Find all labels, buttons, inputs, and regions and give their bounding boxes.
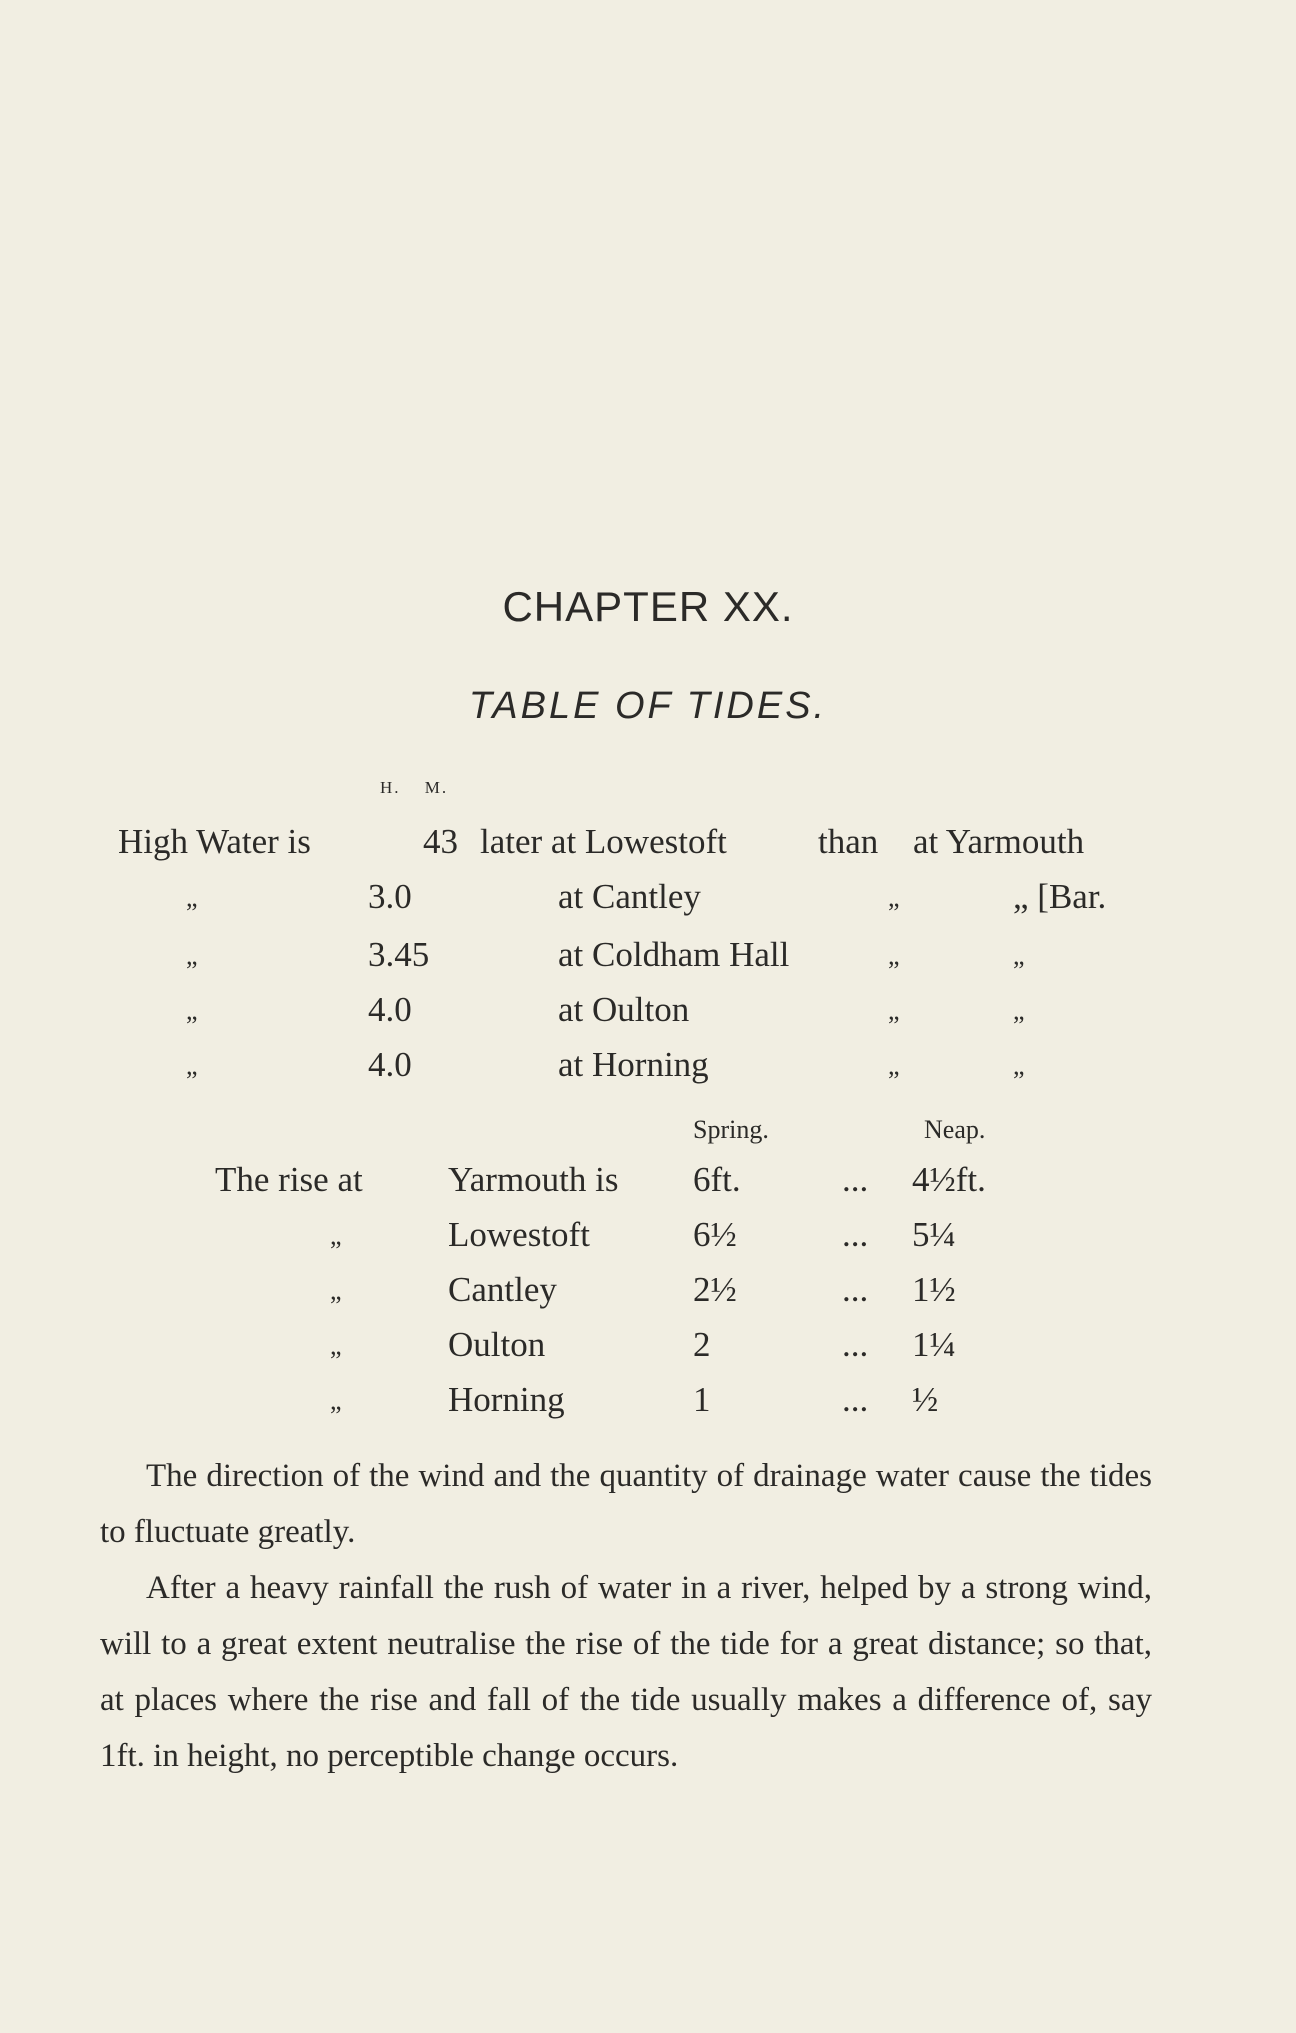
neap-value: 1½ xyxy=(912,1270,956,1309)
tide-time: 3.0 xyxy=(368,877,412,916)
high-water-reference: at Yarmouth xyxy=(913,822,1085,861)
ditto-mark: „ xyxy=(888,883,900,912)
spring-header: Spring. xyxy=(693,1115,769,1144)
neap-value: 4½ft. xyxy=(912,1160,986,1199)
dot-leader: ... xyxy=(842,1215,869,1254)
rise-place: Horning xyxy=(448,1380,565,1419)
ditto-mark: „ xyxy=(1013,996,1025,1025)
tide-time: 4.0 xyxy=(368,1045,412,1084)
rise-place: Oulton xyxy=(448,1325,546,1364)
spring-value: 2 xyxy=(693,1325,711,1364)
dot-leader: ... xyxy=(842,1160,869,1199)
spring-value: 2½ xyxy=(693,1270,737,1309)
ditto-mark: „ xyxy=(330,1386,342,1415)
ditto-mark: „ xyxy=(186,1051,198,1080)
spring-value: 6ft. xyxy=(693,1160,741,1199)
ditto-mark: „ xyxy=(888,941,900,970)
tide-time: 4.0 xyxy=(368,990,412,1029)
spring-value: 1 xyxy=(693,1380,711,1419)
ditto-mark: „ xyxy=(186,883,198,912)
table-title: TABLE OF TIDES. xyxy=(468,685,828,727)
tide-time: 3.45 xyxy=(368,935,430,974)
rise-label: The rise at xyxy=(215,1160,363,1199)
dot-leader: ... xyxy=(842,1380,869,1419)
ditto-mark: „ xyxy=(186,996,198,1025)
hours-unit: H. xyxy=(380,778,401,797)
tide-place: at Oulton xyxy=(558,990,690,1029)
neap-value: 5¼ xyxy=(912,1215,956,1254)
neap-value: ½ xyxy=(912,1380,939,1419)
ditto-mark: „ xyxy=(888,1051,900,1080)
minutes-unit: M. xyxy=(424,778,449,797)
high-water-place: later at Lowestoft xyxy=(480,822,727,861)
time-units-header xyxy=(380,778,466,798)
ditto-mark: „ xyxy=(330,1331,342,1360)
paragraph: After a heavy rainfall the rush of water in a river, helped by a strong wind, will to a great extent neutralise the rise of the tide for a great distance; so that, at places where the rise and fall of the tide usually makes a difference of, say 1ft. in height, no perceptible change occurs. xyxy=(100,1570,1152,1774)
dot-leader: ... xyxy=(842,1325,869,1364)
ditto-mark: „ xyxy=(888,996,900,1025)
ditto-mark: „ xyxy=(330,1276,342,1305)
rise-place: Cantley xyxy=(448,1270,557,1309)
rise-place: Lowestoft xyxy=(448,1215,590,1254)
ditto-mark: „ xyxy=(330,1221,342,1250)
high-water-than: than xyxy=(818,822,879,861)
tide-place: at Cantley xyxy=(558,877,701,916)
high-water-time: 43 xyxy=(423,822,458,861)
body-text xyxy=(100,1448,1152,1784)
ditto-mark: „ xyxy=(186,941,198,970)
ditto-bar: „ [Bar. xyxy=(1013,877,1107,916)
neap-header: Neap. xyxy=(924,1115,986,1144)
chapter-heading: CHAPTER XX. xyxy=(502,583,794,630)
spring-value: 6½ xyxy=(693,1215,737,1254)
neap-value: 1¼ xyxy=(912,1325,956,1364)
rise-place: Yarmouth is xyxy=(448,1160,619,1199)
tide-place: at Horning xyxy=(558,1045,709,1084)
ditto-mark: „ xyxy=(1013,941,1025,970)
high-water-label: High Water is xyxy=(118,822,311,861)
dot-leader: ... xyxy=(842,1270,869,1309)
paragraph: The direction of the wind and the quantity of drainage water cause the tides to fluctuate greatly. xyxy=(100,1458,1152,1550)
tide-place: at Coldham Hall xyxy=(558,935,790,974)
ditto-mark: „ xyxy=(1013,1051,1025,1080)
